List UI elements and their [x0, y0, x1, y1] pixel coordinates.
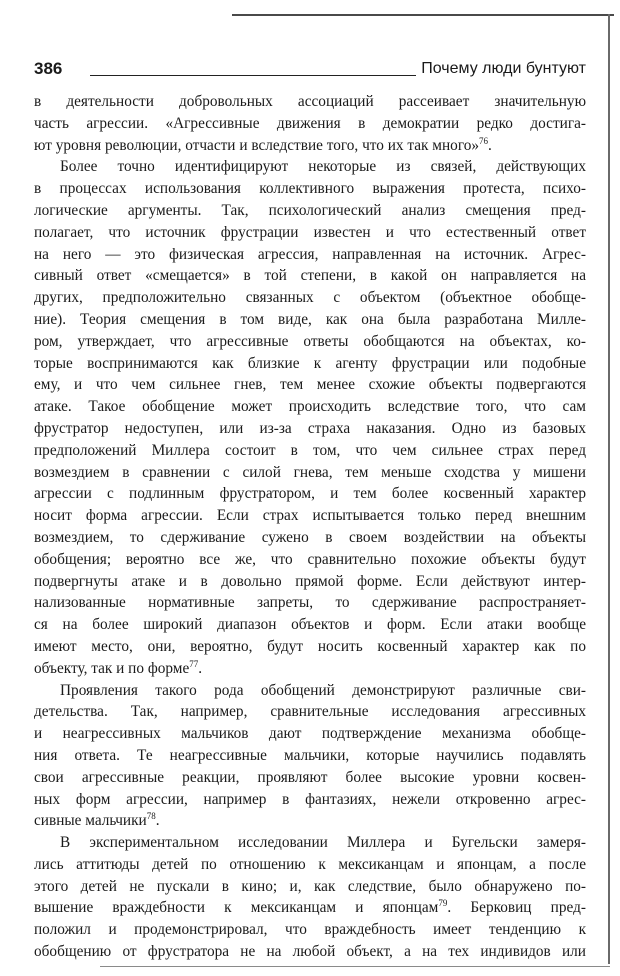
page-header	[34, 58, 586, 84]
text-line: Более точно идентифицируют некоторые из связей, действующих	[60, 158, 586, 176]
text-line: атаке. Такое обобщение может происходить вследствие того, что сам	[34, 398, 586, 416]
text-line: возмездием, то сдерживание сужено в своем воздействии на объекты	[34, 528, 586, 546]
text-line: ние). Теория смещения в том виде, как она была разработана Милле-	[34, 310, 586, 328]
text-line: логические аргументы. Так, психологический анализ смещения пред-	[34, 201, 586, 219]
text-line: ся на более широкий диапазон объектов и форм. Если атаки вообще	[34, 616, 586, 634]
text-line: ния ответа. Те неагрессивные мальчики, которые научились подавлять	[34, 746, 586, 764]
footnote-ref[interactable]: 78	[146, 811, 156, 822]
header-rule	[90, 75, 416, 76]
text-fragment: . Берковиц пред-	[447, 899, 586, 917]
text-line: агрессии с подлинным фрустратором, и тем более косвенный характер	[34, 485, 586, 503]
page-top-edge	[232, 14, 614, 16]
text-line: ют уровня революции, отчасти и вследствие того, что их так много»$^{76}$.	[34, 135, 492, 154]
text-line: положил и продемонстрировал, что враждебность имеет тенденцию к	[34, 921, 586, 939]
page-bottom-edge	[100, 966, 610, 967]
text-line: торые воспринимаются как близкие к агенту фрустрации или подобные	[34, 354, 586, 372]
footnote-ref[interactable]: 77	[189, 658, 199, 669]
running-title: Почему люди бунтуют	[421, 60, 586, 77]
text-line: сивный ответ «смещается» в той степени, в какой он направляется на	[34, 267, 586, 285]
text-line: этого детей не пускали в кино; и, как следствие, было обнаружено по-	[34, 877, 586, 895]
footnote-ref[interactable]: 79	[438, 898, 448, 909]
text-line: детельства. Так, например, сравнительные исследования агрессивных	[34, 703, 586, 721]
text-fragment: вышение враждебности к мексиканцам и японцам	[34, 899, 439, 917]
text-line: возмездием в сравнении с силой гнева, тем меньше сходства у мишени	[34, 463, 586, 481]
text-line: в деятельности добровольных ассоциаций рассеивает значительную	[34, 93, 586, 110]
text-line	[34, 897, 586, 919]
text-line: ных форм агрессии, например в фантазиях, нежели откровенно агрес-	[34, 790, 586, 808]
footnote-ref[interactable]: 76	[479, 135, 489, 146]
text-line: в процессах использования коллективного выражения протеста, психо-	[34, 180, 586, 198]
text-line: имеют место, они, вероятно, будут носить косвенный характер как по	[34, 637, 586, 655]
text-line: носит форма агрессии. Если страх испытывается только перед внешним	[34, 507, 586, 525]
text-line: В экспериментальном исследовании Миллера и Бугельски замеря-	[60, 834, 586, 852]
text-line: Проявления такого рода обобщений демонстрируют различные сви-	[60, 681, 586, 699]
text-line: на него — это физическая агрессия, направленная на источник. Агрес-	[34, 245, 586, 263]
text-line: ему, и что чем сильнее гнев, тем менее схожие объекты подвергаются	[34, 376, 586, 394]
text-line: фрустратор недоступен, или из-за страха наказания. Одно из базовых	[34, 419, 586, 437]
text-line: лись аттитюды детей по отношению к мексиканцам и японцам, а после	[34, 855, 586, 873]
body-text	[34, 91, 586, 963]
text-line: нализованные нормативные запреты, то сдерживание распространяет-	[34, 594, 586, 612]
text-line: подвергнуты атаке и в довольно прямой форме. Если действуют интер-	[34, 572, 586, 590]
text-line: других, предположительно связанных с объектом (объектное обобще-	[34, 289, 586, 307]
text-line: обобщения; вероятно все же, что сравнительно похожие объекты будут	[34, 550, 586, 568]
page-number: 386	[34, 59, 63, 78]
text-fragment: сивные мальчики	[34, 812, 147, 830]
text-line: и неагрессивных мальчиков дают подтверждение механизма обобще-	[34, 725, 586, 743]
text-line: сивные мальчики$^{78}$.	[34, 811, 160, 830]
text-line: обобщению от фрустратора не на любой объект, а на тех индивидов или	[34, 943, 586, 961]
text-line: объекту, так и по форме$^{77}$.	[34, 658, 203, 677]
text-line: ром, утверждает, что агрессивные ответы обобщаются на объектах, ко-	[34, 332, 586, 350]
text-line: предположений Миллера состоит в том, что чем сильнее страх перед	[34, 441, 586, 459]
text-line: часть агрессии. «Агрессивные движения в демократии редко достига-	[34, 114, 586, 132]
text-fragment: ют уровня революции, отчасти и вследствие того, что их так много»	[34, 136, 480, 154]
text-fragment: объекту, так и по форме	[34, 659, 190, 677]
text-line: свои агрессивные реакции, проявляют более высокие уровни косвен-	[34, 768, 586, 786]
page-right-edge	[608, 14, 610, 964]
text-line: полагает, что источник фрустрации известен и что естественный ответ	[34, 223, 586, 241]
